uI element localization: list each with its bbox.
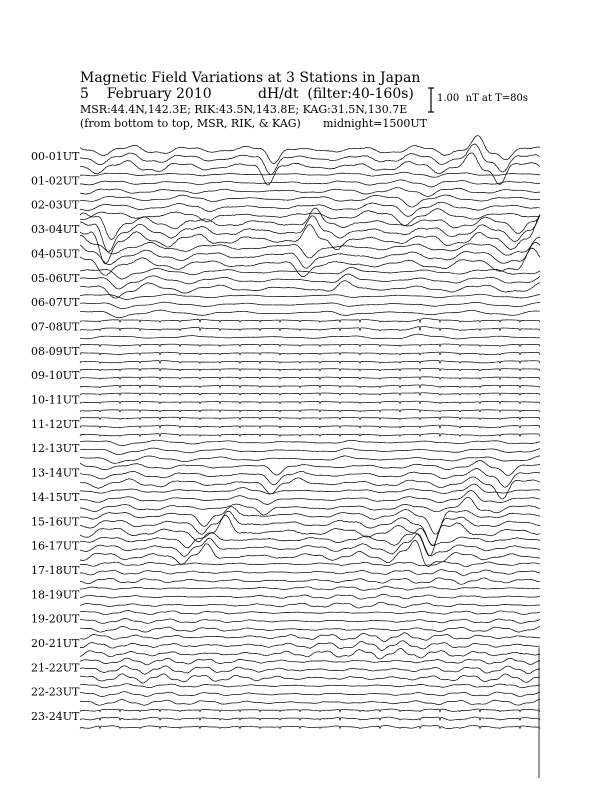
trace-msr-12-13ut [80,456,540,464]
trace-msr-18-19ut [80,602,540,608]
hour-label: 10-11UT [31,393,80,407]
trace-rik-09-10ut [80,377,540,379]
hour-label-group [31,150,80,723]
trace-rik-11-12ut [80,425,540,428]
trace-rik-22-23ut [80,692,540,697]
trace-rik-10-11ut [80,401,540,403]
trace-kag-11-12ut [80,417,540,419]
hour-label: 03-04UT [31,223,80,237]
hour-label: 01-02UT [31,174,80,188]
chart-date: 5 February 2010 [80,86,212,102]
hour-label: 15-16UT [31,515,80,529]
trace-kag-05-06ut [80,267,540,279]
hour-label: 22-23UT [31,685,80,699]
trace-msr-22-23ut [80,699,540,705]
hour-label: 14-15UT [31,490,80,504]
trace-group [80,136,540,778]
trace-kag-09-10ut [80,368,540,370]
trace-kag-12-13ut [80,440,540,445]
hour-label: 12-13UT [31,442,80,456]
trace-kag-10-11ut [80,393,540,395]
trace-kag-20-21ut [80,633,540,642]
trace-msr-19-20ut [80,626,540,632]
trace-rik-04-05ut [80,242,540,268]
trace-rik-20-21ut [80,641,540,651]
trace-rik-07-08ut [80,326,540,330]
trace-kag-06-07ut [80,294,540,299]
trace-kag-03-04ut [80,208,540,239]
trace-kag-02-03ut [80,195,540,207]
trace-kag-21-22ut [80,658,540,665]
hour-label: 07-08UT [31,320,80,334]
trace-rik-01-02ut [80,180,540,187]
trace-kag-17-18ut [80,562,540,567]
hour-label: 18-19UT [31,588,80,602]
hour-label: 00-01UT [31,150,80,163]
trace-msr-10-11ut [80,410,540,412]
trace-msr-01-02ut [80,188,540,197]
trace-rik-08-09ut [80,352,540,355]
hour-label: 19-20UT [31,612,80,626]
trace-rik-21-22ut [80,666,540,674]
hour-label: 11-12UT [31,417,80,431]
trace-kag-13-14ut [80,460,540,475]
trace-kag-15-16ut [80,507,540,535]
trace-kag-19-20ut [80,610,540,614]
trace-kag-14-15ut [80,484,540,494]
hour-label: 06-07UT [31,296,80,310]
trace-msr-14-15ut [80,497,540,515]
trace-rik-12-13ut [80,448,540,455]
trace-rik-19-20ut [80,619,540,624]
trace-msr-11-12ut [80,434,540,437]
trace-rik-14-15ut [80,490,540,504]
trace-msr-03-04ut [80,215,540,263]
hour-label: 17-18UT [31,563,80,577]
trace-rik-18-19ut [80,594,540,599]
hour-label: 23-24UT [31,710,80,724]
trace-rik-06-07ut [80,302,540,309]
trace-kag-00-01ut [80,136,540,164]
scale-bar-label: 1.00 nT at T=80s [437,93,528,104]
hour-label: 04-05UT [31,247,80,261]
trace-msr-23-24ut [80,725,540,728]
station-coordinates: MSR:44.4N,142.3E; RIK:43.5N,143.8E; KAG:31.5N,130.7E [80,103,408,116]
trace-rik-05-06ut [80,274,540,289]
trace-kag-18-19ut [80,586,540,590]
hour-label: 08-09UT [31,344,80,358]
hour-label: 20-21UT [31,637,80,650]
midnight-note: midnight=1500UT [323,117,427,130]
trace-rik-17-18ut [80,570,540,576]
trace-kag-16-17ut [80,528,540,548]
trace-msr-17-18ut [80,578,540,585]
hour-label: 21-22UT [31,661,80,675]
chart-filter-label: dH/dt (filter:40-160s) [258,86,414,102]
trace-kag-23-24ut [80,709,540,712]
station-order-note: (from bottom to top, MSR, RIK, & KAG) [80,117,301,130]
trace-msr-15-16ut [80,515,540,556]
hour-label: 09-10UT [31,369,80,383]
trace-msr-09-10ut [80,385,540,388]
trace-msr-20-21ut [80,648,540,658]
trace-msr-13-14ut [80,477,540,499]
hour-label: 13-14UT [31,466,80,480]
trace-msr-08-09ut [80,360,540,363]
hour-label: 02-03UT [31,198,80,212]
hour-label: 16-17UT [31,539,80,553]
trace-kag-01-02ut [80,172,540,177]
trace-kag-22-23ut [80,684,540,688]
trace-msr-21-22ut [80,674,540,683]
trace-kag-08-09ut [80,344,540,346]
trace-msr-07-08ut [80,334,540,339]
trace-msr-06-07ut [80,310,540,318]
chart-title: Magnetic Field Variations at 3 Stations in Japan [80,70,421,86]
hour-label: 05-06UT [31,271,80,285]
trace-kag-07-08ut [80,319,540,322]
trace-rik-23-24ut [80,717,540,720]
trace-rik-03-04ut [80,215,540,252]
